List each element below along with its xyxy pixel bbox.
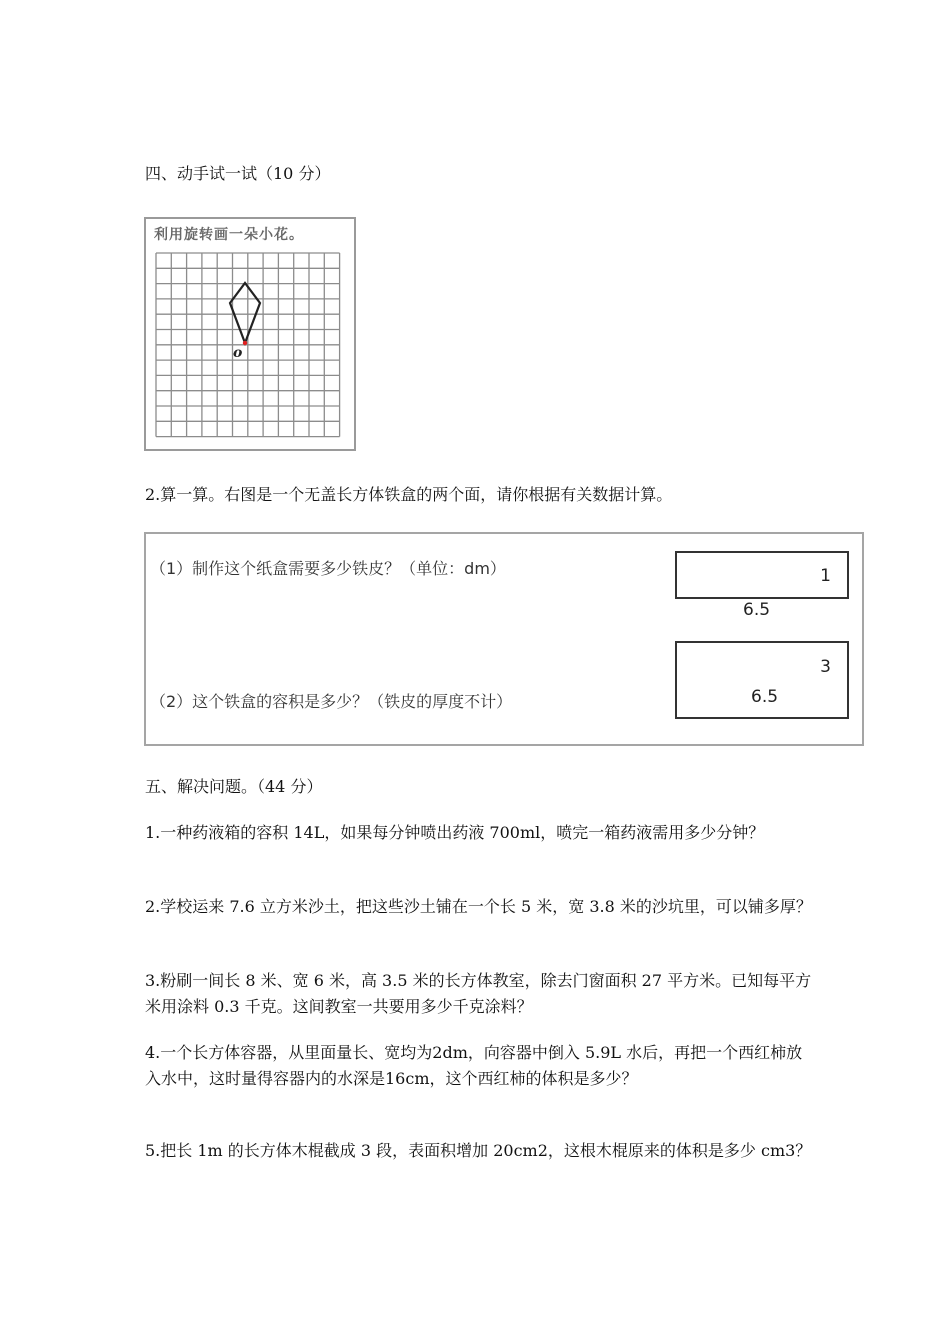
problem-5-4: 4.一个长方体容器，从里面量长、宽均为2dm，向容器中倒入 5.9L 水后，再把一个西红柿放入水中，这时量得容器内的水深是16cm，这个西红柿的体积是多少？ <box>145 1043 803 1088</box>
question-2: （2）这个铁盒的容积是多少？（铁皮的厚度不计） <box>150 692 513 711</box>
point-o-label: o <box>233 345 243 361</box>
rect1-bottom-label: 6.5 <box>743 600 771 620</box>
iron-box-figure <box>144 532 864 746</box>
section-5-heading: 五、解决问题。（44 分） <box>145 777 323 796</box>
face-rectangle-2 <box>675 641 849 719</box>
grid-diagram <box>146 219 358 453</box>
problem-5-1: 1.一种药液箱的容积 14L，如果每分钟喷出药液 700ml，喷完一箱药液需用多少分钟？ <box>145 823 765 842</box>
rotation-flower-figure <box>144 217 356 451</box>
problem-5-5: 5.把长 1m 的长方体木棍截成 3 段，表面积增加 20cm2，这根木棍原来的体积是多少 cm3？ <box>145 1141 812 1160</box>
question-1: （1）制作这个纸盒需要多少铁皮？（单位：dm） <box>150 559 506 578</box>
problem-5-2: 2.学校运来 7.6 立方米沙土，把这些沙土铺在一个长 5 米，宽 3.8 米的沙坑里，可以铺多厚？ <box>145 897 812 916</box>
rect2-side-label: 3 <box>820 657 831 677</box>
problem-5-3: 3.粉刷一间长 8 米、宽 6 米，高 3.5 米的长方体教室，除去门窗面积 27 平方米。已知每平方米用涂料 0.3 千克。这间教室一共要用多少千克涂料？ <box>145 971 812 1016</box>
rect1-side-label: 1 <box>820 566 831 586</box>
figure-caption: 利用旋转画一朵小花。 <box>154 227 304 243</box>
kite-shape <box>230 283 260 343</box>
rect2-inner-label: 6.5 <box>751 687 779 707</box>
face-rectangle-1 <box>675 551 849 599</box>
section-4-heading: 四、动手试一试（10 分） <box>145 164 331 183</box>
problem-2-text: 2.算一算。右图是一个无盖长方体铁盒的两个面，请你根据有关数据计算。 <box>145 485 673 504</box>
rotation-center-point <box>243 341 247 345</box>
